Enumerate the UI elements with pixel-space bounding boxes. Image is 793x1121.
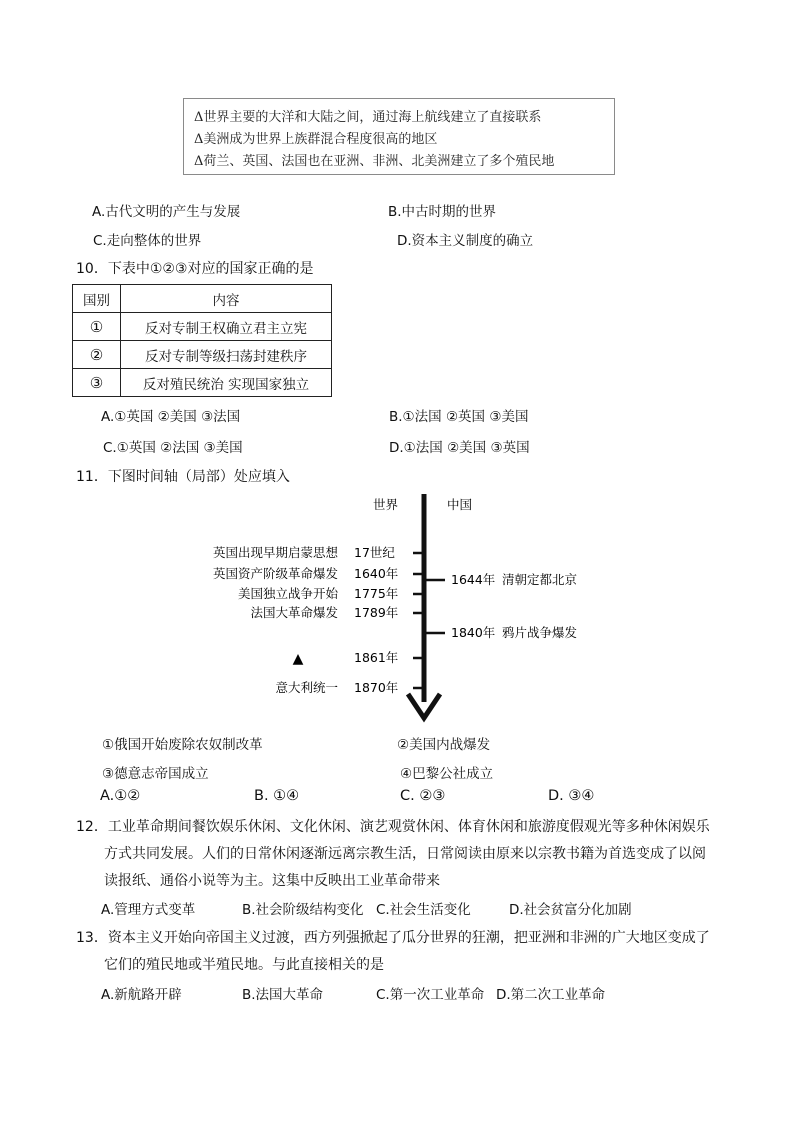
q11-item-3: ③德意志帝国成立 xyxy=(102,766,209,782)
q10-option-d: D.①法国 ②美国 ③英国 xyxy=(389,440,530,456)
q12-stem-line-1: 12．工业革命期间餐饮娱乐休闲、文化休闲、演艺观赏休闲、体育休闲和旅游度假观光等多种休闲娱乐 xyxy=(76,819,710,835)
q10-stem: 10．下表中①②③对应的国家正确的是 xyxy=(76,261,314,277)
timeline-event: 意大利统一 xyxy=(275,680,338,695)
q10-option-c: C.①英国 ②法国 ③美国 xyxy=(103,440,243,456)
timeline-year: 1640年 xyxy=(354,566,399,581)
q12-option-b: B.社会阶级结构变化 xyxy=(242,902,364,918)
q11-stem: 11．下图时间轴（局部）处应填入 xyxy=(76,469,290,485)
q9-option-c: C.走向整体的世界 xyxy=(93,233,202,249)
q11-item-1: ①俄国开始废除农奴制改革 xyxy=(102,737,263,753)
table-header-cell: 内容 xyxy=(121,285,332,313)
q11-option-a: A.①② xyxy=(100,788,141,804)
q12-option-d: D.社会贫富分化加剧 xyxy=(509,902,632,918)
table-cell: 反对殖民统治 实现国家独立 xyxy=(121,369,332,397)
table-cell: 反对专制等级扫荡封建秩序 xyxy=(121,341,332,369)
q9-box-line: Δ荷兰、英国、法国也在亚洲、非洲、北美洲建立了多个殖民地 xyxy=(194,154,555,169)
q9-option-d: D.资本主义制度的确立 xyxy=(397,233,534,249)
timeline-event: 美国独立战争开始 xyxy=(237,586,338,601)
timeline-year: 17世纪 xyxy=(354,545,395,560)
q12-stem-line-3: 读报纸、通俗小说等为主。这集中反映出工业革命带来 xyxy=(104,873,440,889)
q11-item-4: ④巴黎公社成立 xyxy=(400,766,494,782)
timeline-header-world: 世界 xyxy=(373,497,399,512)
timeline-blank-marker: ▲ xyxy=(292,651,304,667)
q10-option-a: A.①英国 ②美国 ③法国 xyxy=(101,409,241,425)
timeline-year: 1870年 xyxy=(354,680,399,695)
q13-option-d: D.第二次工业革命 xyxy=(496,987,606,1003)
timeline-year: 1789年 xyxy=(354,605,399,620)
q9-box-line: Δ美洲成为世界上族群混合程度很高的地区 xyxy=(194,132,438,147)
q10-option-b: B.①法国 ②英国 ③美国 xyxy=(389,409,529,425)
table-cell: ③ xyxy=(73,369,121,397)
q13-option-a: A.新航路开辟 xyxy=(101,987,182,1003)
q13-option-c: C.第一次工业革命 xyxy=(376,987,485,1003)
table-cell: ② xyxy=(73,341,121,369)
timeline-year: 1840年 xyxy=(451,625,496,640)
timeline-event: 英国资产阶级革命爆发 xyxy=(212,566,338,581)
timeline-year: 1775年 xyxy=(354,586,399,601)
q12-option-a: A.管理方式变革 xyxy=(101,902,196,918)
q11-option-b: B. ①④ xyxy=(254,788,300,804)
q9-option-b: B.中古时期的世界 xyxy=(388,204,497,220)
q12-stem-line-2: 方式共同发展。人们的日常休闲逐渐远离宗教生活，日常阅读由原来以宗教书籍为首选变成了以阅 xyxy=(104,846,706,862)
q9-box-line: Δ世界主要的大洋和大陆之间，通过海上航线建立了直接联系 xyxy=(194,110,542,125)
q11-item-2: ②美国内战爆发 xyxy=(397,737,491,753)
q12-option-c: C.社会生活变化 xyxy=(376,902,471,918)
q11-option-c: C. ②③ xyxy=(400,788,446,804)
table-header-cell: 国别 xyxy=(73,285,121,313)
timeline-header-china: 中国 xyxy=(447,497,473,512)
q13-stem-line-1: 13．资本主义开始向帝国主义过渡，西方列强掀起了瓜分世界的狂潮，把亚洲和非洲的广大地区变成了 xyxy=(76,930,710,946)
table-cell: 反对专制王权确立君主立宪 xyxy=(121,313,332,341)
q13-option-b: B.法国大革命 xyxy=(242,987,324,1003)
timeline-year: 1861年 xyxy=(354,650,399,665)
q13-stem-line-2: 它们的殖民地或半殖民地。与此直接相关的是 xyxy=(104,957,384,973)
q9-option-a: A.古代文明的产生与发展 xyxy=(92,204,241,220)
timeline-year: 1644年 xyxy=(451,572,496,587)
timeline-event: 鸦片战争爆发 xyxy=(502,625,578,640)
table-cell: ① xyxy=(73,313,121,341)
timeline-event: 清朝定都北京 xyxy=(502,572,578,587)
timeline-event: 英国出现早期启蒙思想 xyxy=(212,545,338,560)
timeline-event: 法国大革命爆发 xyxy=(250,605,338,620)
q11-option-d: D. ③④ xyxy=(548,788,595,804)
